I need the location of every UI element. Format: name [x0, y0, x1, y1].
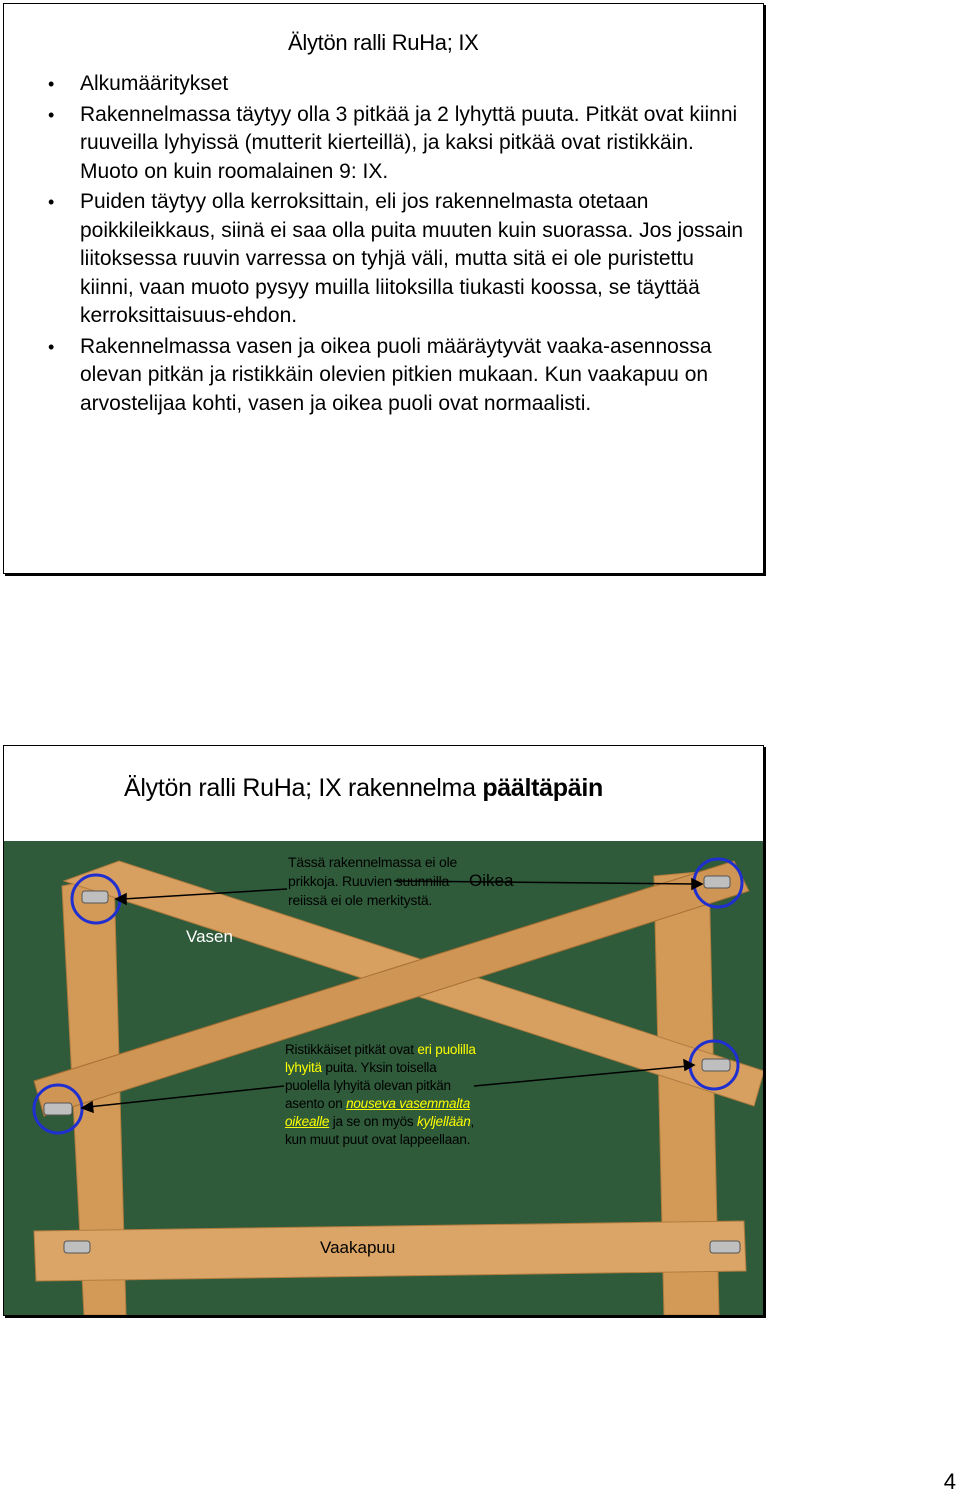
bullet-item: • Rakennelmassa vasen ja oikea puoli määräytyvät vaaka-asennossa olevan pitkän ja ristikkäin olevien pitkien mukaan. Kun vaakapuu on arvostelijaa kohti, vasen ja oikea puoli ovat normaalisti.	[4, 333, 744, 419]
bullet-item: • Puiden täytyy olla kerroksittain, eli jos rakennelmasta otetaan poikkileikkaus, siinä ei saa olla puita muuten kuin suorassa. Jos jossain liitoksessa ruuvin varressa on tyhjä väli, mutta sitä ei ole puristettu kiinni, vaan muoto pysyy muilla liitoksilla tiukasti koossa, se täyttää kerroksittaisuus-ehdon.	[4, 188, 744, 331]
page-number: 4	[943, 1469, 956, 1494]
bullet-item: • Alkumääritykset	[4, 70, 744, 99]
slide-1-bullet-list	[4, 70, 744, 420]
note-middle-text: puita. Yksin toisella puolella lyhyitä olevan pitkän asento on	[285, 1060, 451, 1111]
note-middle	[285, 1041, 485, 1149]
label-oikea: Oikea	[469, 871, 514, 890]
note-middle-highlight: nouseva vasemmalta oikealle	[285, 1096, 471, 1129]
label-vaakapuu: Vaakapuu	[320, 1238, 396, 1257]
note-middle-text: ja se on myös	[329, 1114, 417, 1129]
slide-2-title-bold: päältäpäin	[482, 774, 603, 802]
note-top: Tässä rakennelmassa ei ole prikkoja. Ruuvien suunnilla reiissä ei ole merkitystä.	[288, 854, 458, 908]
slide-2-title-plain: Älytön ralli RuHa; IX rakennelma	[124, 774, 483, 802]
slide-1-title: Älytön ralli RuHa; IX	[288, 30, 479, 55]
note-middle-highlight: kyljellään	[416, 1114, 471, 1129]
note-middle-text: , kun muut puut ovat lappeellaan.	[285, 1114, 475, 1147]
note-middle-highlight: eri puolilla lyhyitä	[285, 1042, 476, 1075]
label-vasen: Vasen	[186, 927, 233, 946]
slide-2-title	[124, 774, 603, 803]
bullet-item: • Rakennelmassa täytyy olla 3 pitkää ja 2 lyhyttä puuta. Pitkät ovat kiinni ruuveilla lyhyissä (mutterit kierteillä), ja kaksi pitkää ovat ristikkäin. Muoto on kuin roomalainen 9: IX.	[4, 101, 744, 187]
slide-1	[3, 3, 764, 574]
note-middle-text: Ristikkäiset pitkät ovat	[285, 1042, 418, 1057]
structure-photo	[4, 841, 763, 1315]
slide-2	[3, 745, 764, 1316]
